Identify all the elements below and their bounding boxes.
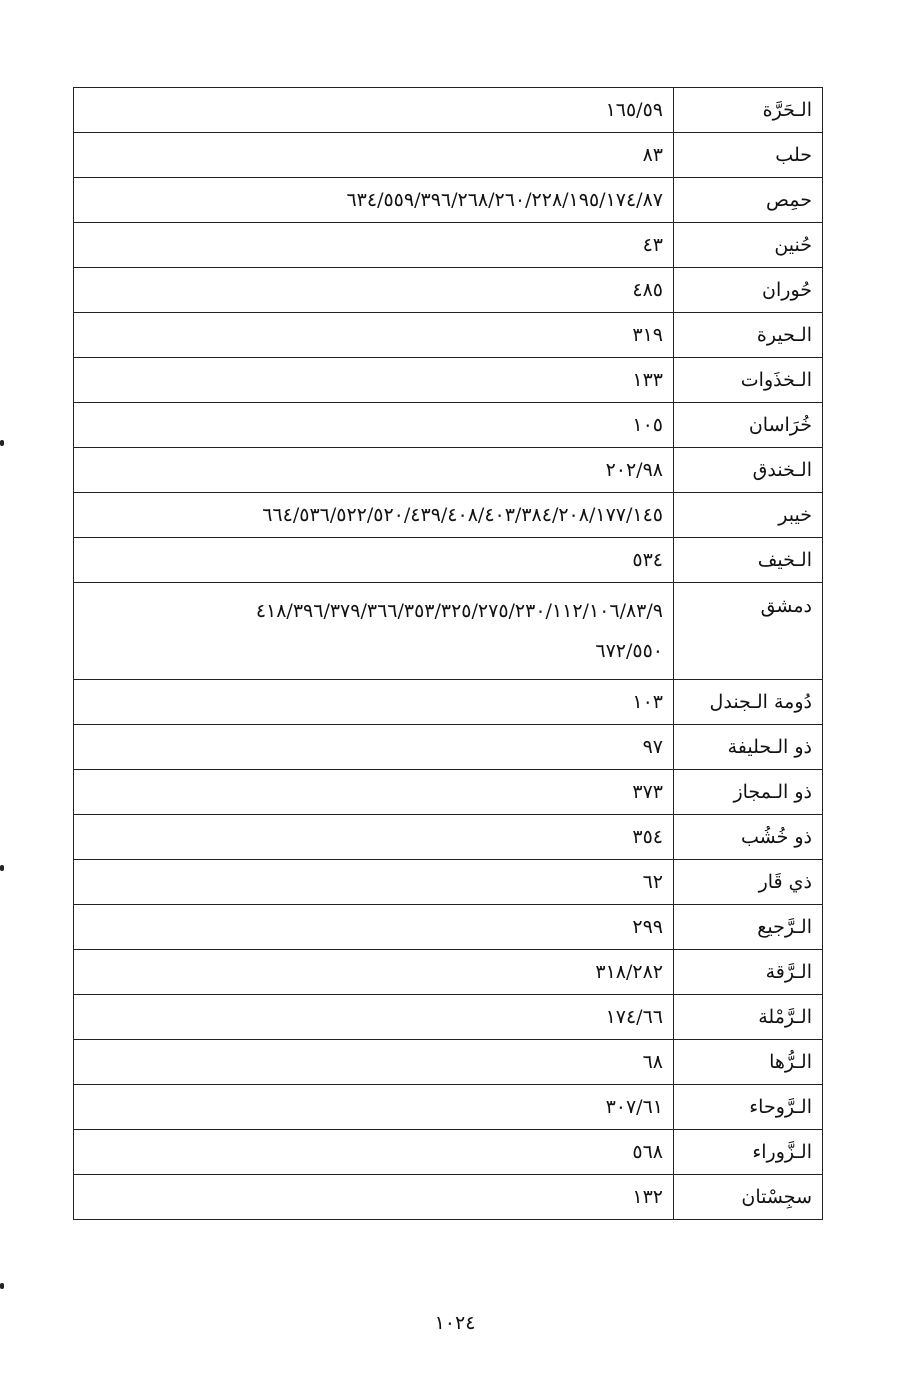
page-references-line: ٦٧٢/٥٥٠ xyxy=(595,640,663,662)
place-name: الـزَّوراء xyxy=(674,1130,823,1175)
page-references-line: ٣٧٣ xyxy=(632,780,663,803)
place-name: حمِص xyxy=(674,178,823,223)
page-references xyxy=(74,995,674,1040)
page-references-line: ٤١٨/٣٩٦/٣٧٩/٣٦٦/٣٥٣/٣٢٥/٢٧٥/٢٣٠/١١٢/١٠٦/٨٣/٩ xyxy=(255,599,663,622)
page-references xyxy=(74,860,674,905)
place-name: خيبر xyxy=(674,493,823,538)
place-name: دمشق xyxy=(674,583,823,680)
page-references xyxy=(74,725,674,770)
page-references-line: ٣١٨/٢٨٢ xyxy=(595,960,663,983)
page-references-line: ٤٣ xyxy=(642,233,663,256)
page-references-line: ٥٣٤ xyxy=(632,548,663,571)
index-row xyxy=(74,358,823,403)
page-references xyxy=(74,905,674,950)
index-row xyxy=(74,1130,823,1175)
page-references xyxy=(74,1085,674,1130)
page-references xyxy=(74,680,674,725)
index-row xyxy=(74,448,823,493)
page-references xyxy=(74,448,674,493)
page-references-line: ٣١٩ xyxy=(632,323,663,346)
index-row xyxy=(74,995,823,1040)
index-row xyxy=(74,905,823,950)
place-name: ذو الـحليفة xyxy=(674,725,823,770)
index-row xyxy=(74,1085,823,1130)
page-references xyxy=(74,815,674,860)
page-references-line: ٥٦٨ xyxy=(632,1140,663,1163)
index-row xyxy=(74,133,823,178)
place-name: ذو الـمجاز xyxy=(674,770,823,815)
page-references-line: ٢٠٢/٩٨ xyxy=(605,458,663,481)
page-references xyxy=(74,358,674,403)
place-name: الـرَّوحاء xyxy=(674,1085,823,1130)
index-row xyxy=(74,223,823,268)
page-references-line: ١٧٤/٦٦ xyxy=(605,1005,663,1028)
margin-mark xyxy=(0,1283,4,1289)
page-references xyxy=(74,403,674,448)
index-row xyxy=(74,860,823,905)
page-references xyxy=(74,313,674,358)
index-row xyxy=(74,313,823,358)
page-references-line: ٩٧ xyxy=(642,735,663,758)
page-references-line: ٦٣٤/٥٥٩/٣٩٦/٢٦٨/٢٦٠/٢٢٨/١٩٥/١٧٤/٨٧ xyxy=(346,188,663,211)
place-name: الـرَّمْلة xyxy=(674,995,823,1040)
place-name: الـخندق xyxy=(674,448,823,493)
index-row xyxy=(74,268,823,313)
page-references xyxy=(74,223,674,268)
page-references-line: ٢٩٩ xyxy=(632,915,663,938)
page-references-line: ٤٨٥ xyxy=(632,278,663,301)
place-name: دُومة الـجندل xyxy=(674,680,823,725)
margin-mark xyxy=(0,440,4,446)
page-references xyxy=(74,1040,674,1085)
place-name: حُنين xyxy=(674,223,823,268)
index-row xyxy=(74,815,823,860)
page-references-line: ١٣٢ xyxy=(632,1185,663,1208)
place-name: حلب xyxy=(674,133,823,178)
index-row xyxy=(74,1040,823,1085)
page-references-line: ٣٠٧/٦١ xyxy=(605,1095,663,1118)
index-row xyxy=(74,583,823,680)
page-number: ١٠٢٤ xyxy=(434,1312,476,1334)
index-row xyxy=(74,88,823,133)
index-row xyxy=(74,950,823,995)
place-name: الـحَرَّة xyxy=(674,88,823,133)
place-name: الـرُّها xyxy=(674,1040,823,1085)
place-name: الـخذَوات xyxy=(674,358,823,403)
place-name: الـحيرة xyxy=(674,313,823,358)
place-name: حُوران xyxy=(674,268,823,313)
page-references-line: ٦٦٤/٥٣٦/٥٢٢/٥٢٠/٤٣٩/٤٠٨/٤٠٣/٣٨٤/٢٠٨/١٧٧/١٤٥ xyxy=(262,503,663,526)
index-row xyxy=(74,403,823,448)
place-name: ذي قَار xyxy=(674,860,823,905)
index-row xyxy=(74,493,823,538)
index-row xyxy=(74,680,823,725)
place-name: خُرَاسان xyxy=(674,403,823,448)
index-row xyxy=(74,538,823,583)
page-references-line: ٣٥٤ xyxy=(632,825,663,848)
page-references xyxy=(74,583,674,680)
page-references xyxy=(74,178,674,223)
page-references-line: ١٠٥ xyxy=(632,413,663,436)
page-references xyxy=(74,1130,674,1175)
page-references-line: ٦٢ xyxy=(642,870,663,893)
page-references-line: ٨٣ xyxy=(642,143,663,166)
index-row xyxy=(74,770,823,815)
page-references-line: ٦٨ xyxy=(642,1050,663,1073)
page-references xyxy=(74,950,674,995)
page-references xyxy=(74,268,674,313)
place-name: سجِسْتان xyxy=(674,1175,823,1220)
page-references-line: ١٣٣ xyxy=(632,368,663,391)
place-name: ذو خُشُب xyxy=(674,815,823,860)
page-references xyxy=(74,493,674,538)
page-references xyxy=(74,88,674,133)
margin-mark xyxy=(0,865,4,871)
index-row xyxy=(74,725,823,770)
place-name: الـرَّقة xyxy=(674,950,823,995)
page-references xyxy=(74,770,674,815)
index-row xyxy=(74,1175,823,1220)
place-name: الـخيف xyxy=(674,538,823,583)
page-references xyxy=(74,1175,674,1220)
page-references-line: ١٠٣ xyxy=(632,690,663,713)
page-references xyxy=(74,133,674,178)
index-row xyxy=(74,178,823,223)
place-name: الـرَّجيع xyxy=(674,905,823,950)
page-references xyxy=(74,538,674,583)
places-index-table xyxy=(73,87,823,1220)
page-references-line: ١٦٥/٥٩ xyxy=(605,98,663,121)
